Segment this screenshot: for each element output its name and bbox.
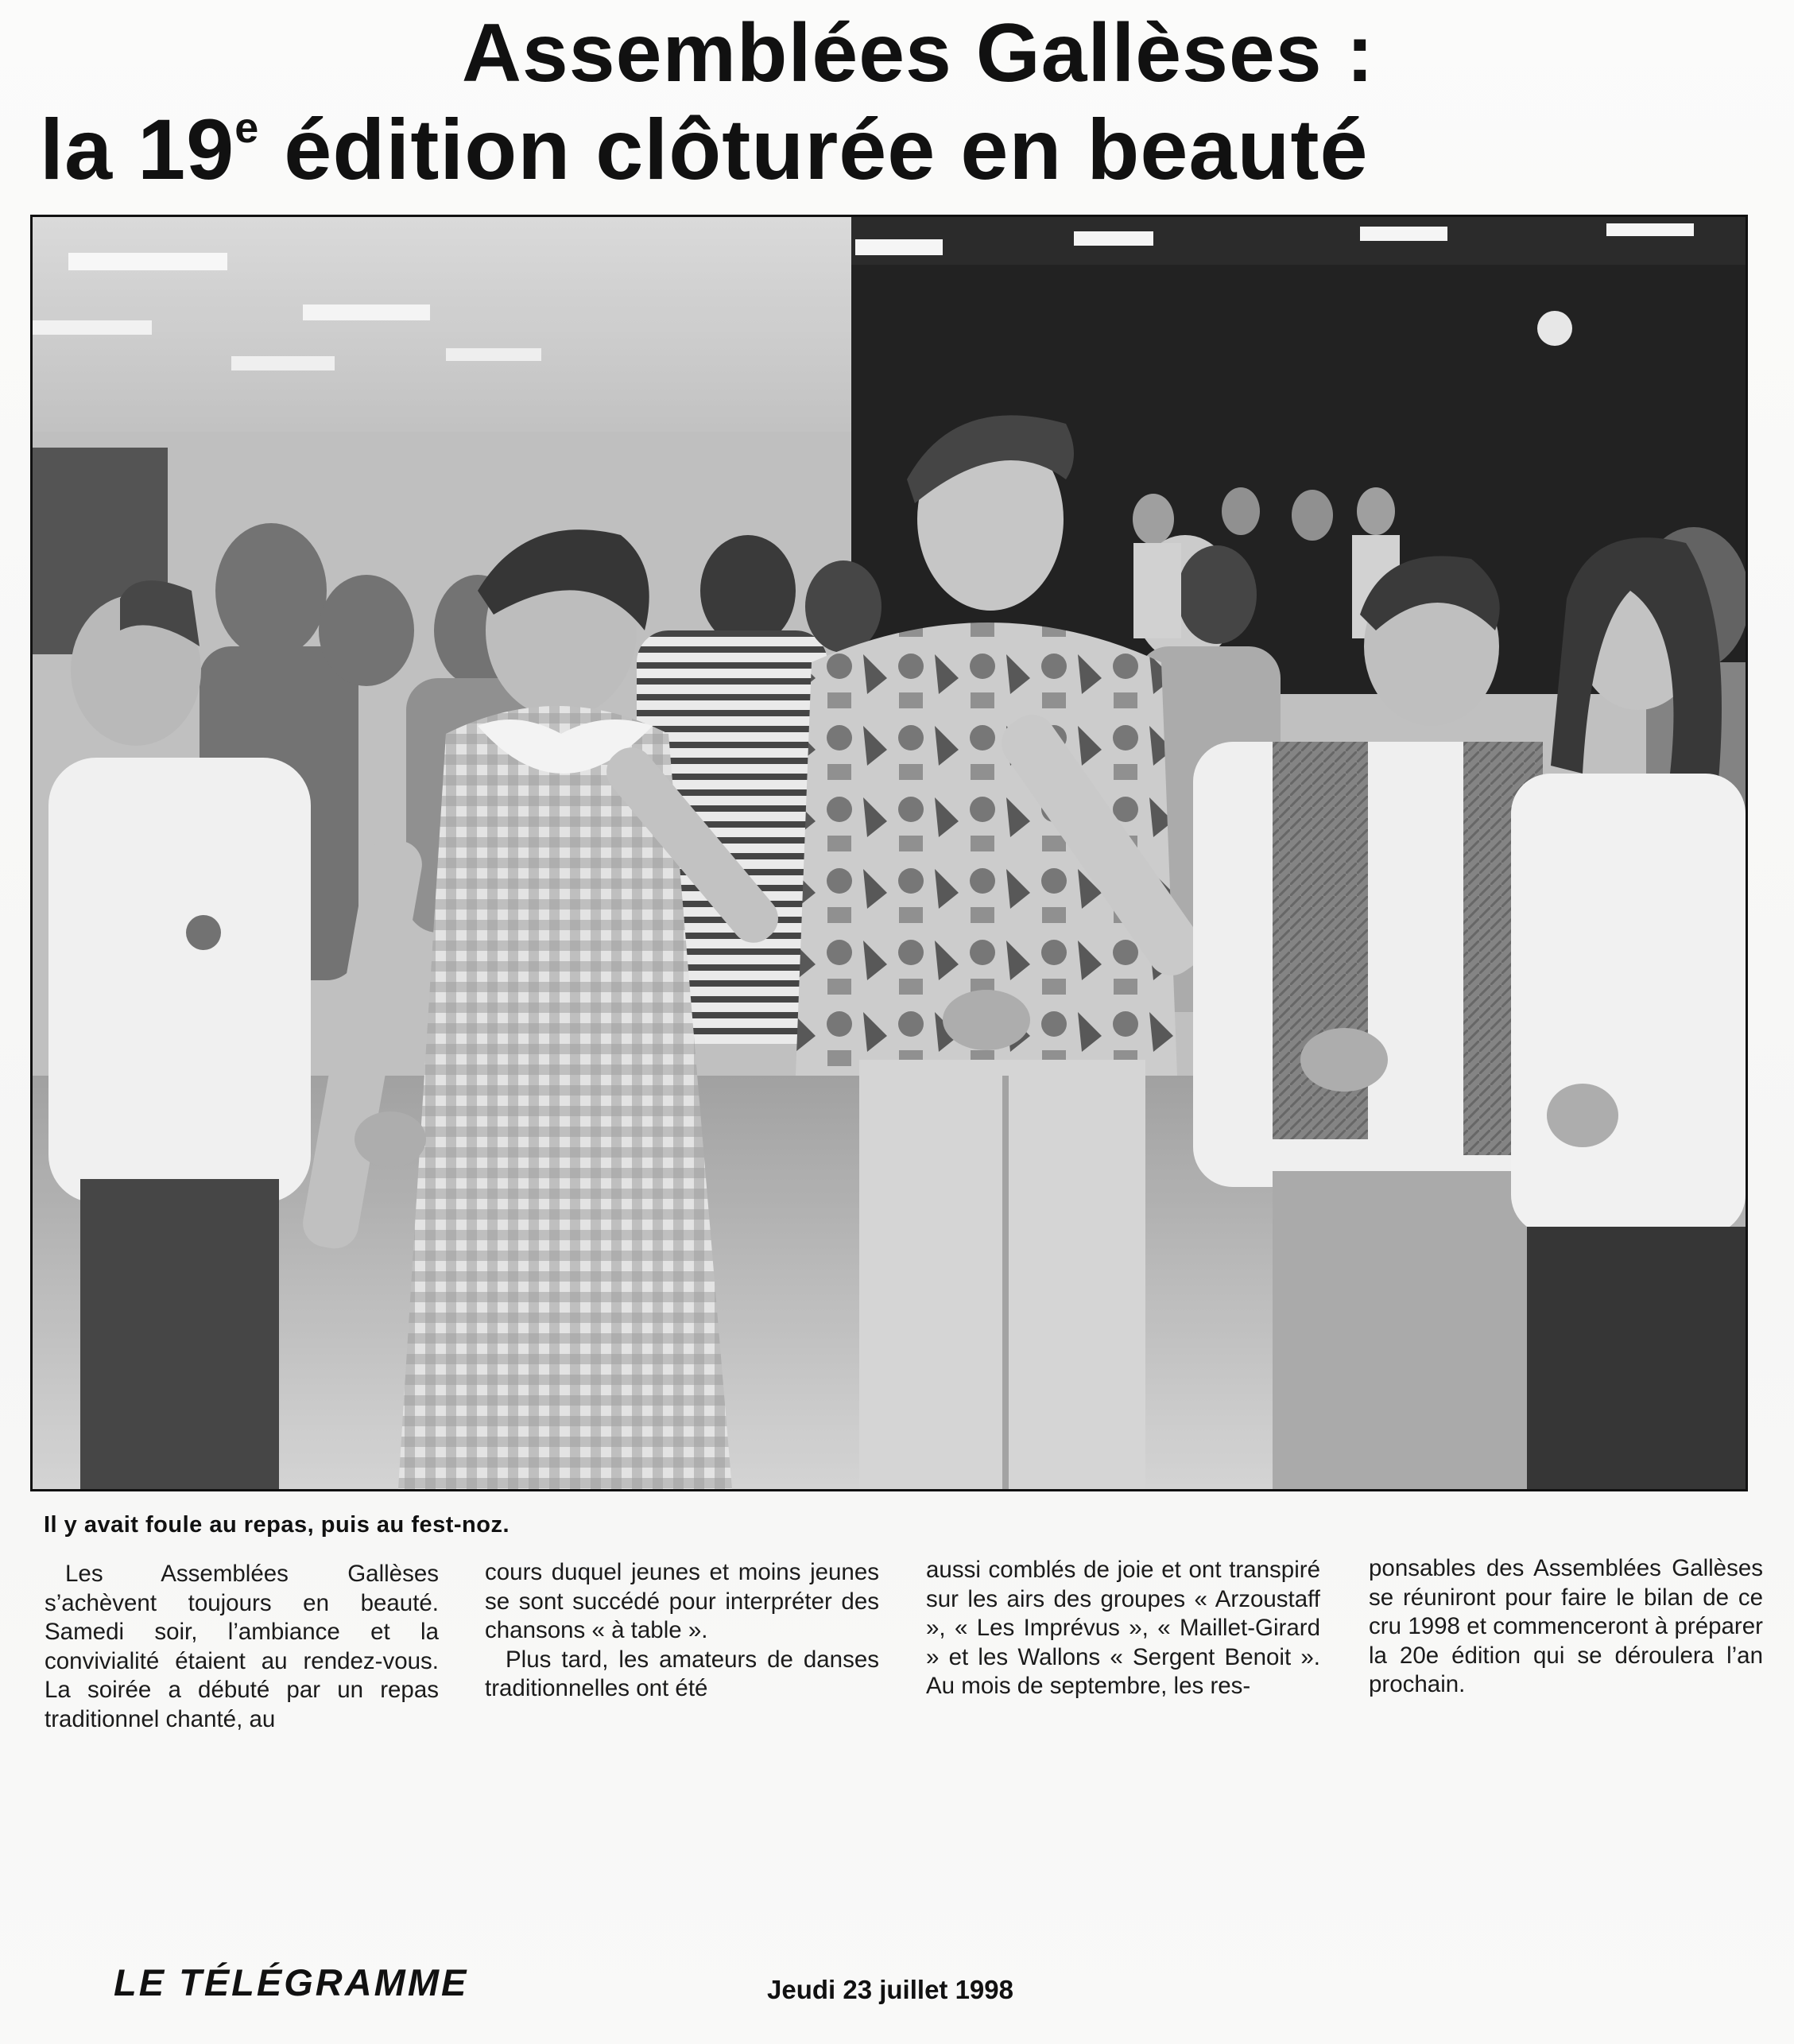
headline-line-1: Assemblées Gallèses : [461,7,1375,99]
newspaper-name: LE TÉLÉGRAMME [114,1961,469,2003]
headline-line-2-suffix: édition clôturée en beauté [259,101,1369,197]
photo-caption: Il y avait foule au repas, puis au fest-noz. [44,1512,510,1538]
headline-line-2 [32,100,1765,199]
article-paragraph: cours duquel jeunes et moins jeunes se sont succédé pour interpréter des chansons « à table ». [485,1559,879,1643]
article-column-3 [926,1556,1320,1701]
headline [32,6,1765,199]
dance-hall-photo [33,217,1746,1489]
headline-line-2-prefix: la 19 [40,101,235,197]
publication-date: Jeudi 23 juillet 1998 [767,1975,1013,2004]
article-photo [30,215,1748,1491]
article-paragraph: ponsables des Assemblées Gallèses se réuniront pour faire le bilan de ce cru 1998 et commenceront à préparer la 20e édition qui se déroulera l’an prochain. [1369,1555,1763,1697]
article-column-1 [45,1560,439,1734]
article-paragraph: Les Assemblées Gallèses s’achèvent toujours en beauté. Samedi soir, l’ambiance et la convivialité étaient au rendez-vous. La soirée a débuté par un repas traditionnel chanté, au [45,1561,439,1732]
headline-ordinal-suffix: e [234,104,260,152]
article-column-4 [1369,1554,1763,1700]
article-paragraph: aussi comblés de joie et ont transpiré sur les airs des groupes « Arzoustaff », « Les Imprévus », « Maillet-Girard » et les Wallons « Sergent Benoit ». Au mois de septembre, les res- [926,1557,1320,1699]
article-column-2 [485,1558,879,1704]
article-paragraph: Plus tard, les amateurs de danses traditionnelles ont été [485,1646,879,1701]
